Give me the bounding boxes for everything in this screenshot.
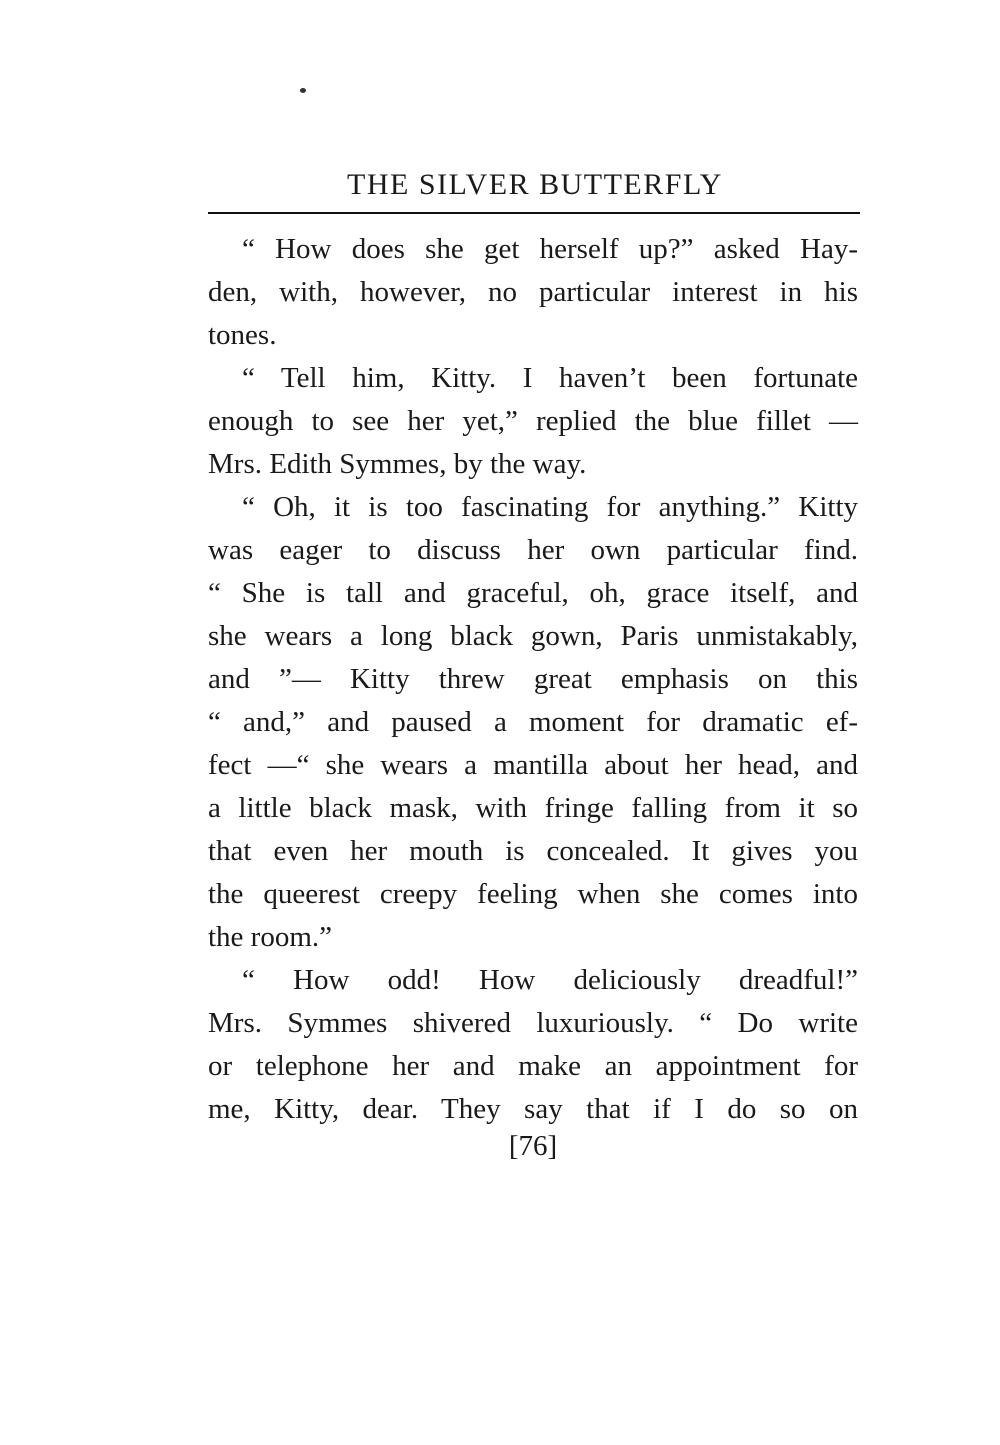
text-line: a little black mask, with fringe falling from it so: [208, 792, 858, 824]
text-line: the queerest creepy feeling when she comes into: [208, 878, 858, 910]
text-line: she wears a long black gown, Paris unmistakably,: [208, 620, 858, 652]
ink-speck: [300, 88, 306, 93]
text-line: “ How does she get herself up?” asked Hay-: [242, 233, 858, 265]
running-head: THE SILVER BUTTERFLY: [347, 168, 723, 201]
text-line: Mrs. Edith Symmes, by the way.: [208, 448, 587, 480]
page-number: [76]: [508, 1130, 558, 1162]
text-line: “ and,” and paused a moment for dramatic ef-: [208, 706, 858, 738]
text-line: enough to see her yet,” replied the blue fillet —: [208, 405, 858, 437]
text-line: that even her mouth is concealed. It gives you: [208, 835, 858, 867]
body-text: [208, 228, 858, 1131]
text-line: “ Tell him, Kitty. I haven’t been fortunate: [242, 362, 858, 394]
text-line: Mrs. Symmes shivered luxuriously. “ Do write: [208, 1007, 858, 1039]
text-line: tones.: [208, 319, 277, 351]
text-line: den, with, however, no particular interest in his: [208, 276, 858, 308]
text-line: and ”— Kitty threw great emphasis on this: [208, 663, 858, 695]
text-line: fect —“ she wears a mantilla about her head, and: [208, 749, 858, 781]
text-line: me, Kitty, dear. They say that if I do so on: [208, 1093, 858, 1125]
text-line: “ Oh, it is too fascinating for anything.” Kitty: [242, 491, 858, 523]
text-line: or telephone her and make an appointment for: [208, 1050, 858, 1082]
header-rule: [208, 212, 860, 214]
text-line: “ She is tall and graceful, oh, grace itself, and: [208, 577, 858, 609]
text-line: “ How odd! How deliciously dreadful!”: [242, 964, 858, 996]
text-line: the room.”: [208, 921, 333, 953]
text-line: was eager to discuss her own particular find.: [208, 534, 858, 566]
